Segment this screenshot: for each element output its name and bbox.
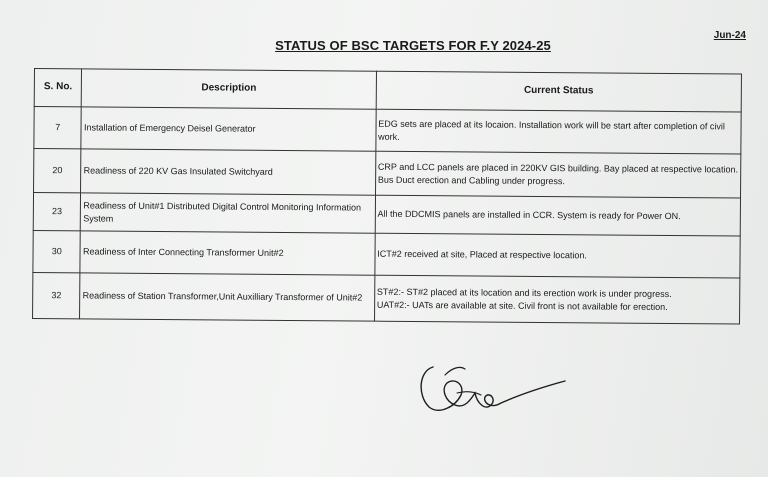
row-sno: 32 [33,272,81,318]
status-line-uat2: UAT#2:- UATs are available at site. Civil front is not available for erection. [376,299,668,312]
page-title: STATUS OF BSC TARGETS FOR F.Y 2024-25 [275,38,551,53]
column-header-description: Description [82,69,377,109]
row-sno: 20 [34,149,82,193]
row-sno: 30 [33,230,81,272]
report-date: Jun-24 [713,30,746,41]
handwritten-signature [415,355,575,425]
row-status: CRP and LCC panels are placed in 220KV GIS building. Bay placed at respective location. Bus Duct erection and Cabling under progress. [375,151,741,198]
column-header-status: Current Status [376,71,742,112]
table-row [33,193,740,237]
row-description: Readiness of Station Transformer,Unit Auxilliary Transformer of Unit#2 [80,273,375,321]
column-header-sno: S. No. [34,69,82,107]
row-status: ICT#2 received at site, Placed at respective location. [375,233,741,278]
table-row [33,272,740,324]
table-header-row [34,69,741,113]
table-row [34,149,741,199]
status-table [32,68,742,325]
table-row [33,230,740,278]
status-line-st2: ST#2:- ST#2 placed at its location and its erection work is under progress. [376,286,672,300]
row-description: Readiness of Unit#1 Distributed Digital Control Monitoring Information System [81,193,376,233]
row-status: All the DDCMIS panels are installed in CCR. System is ready for Power ON. [375,195,741,236]
row-description: Readiness of 220 KV Gas Insulated Switchyard [81,149,376,195]
row-status [374,275,740,324]
row-sno: 23 [33,193,81,231]
row-description: Installation of Emergency Deisel Generator [81,107,376,151]
row-description: Readiness of Inter Connecting Transformer Unit#2 [80,231,375,275]
table-row [34,107,741,155]
row-status: EDG sets are placed at its locaion. Installation work will be start after completion of civil work. [376,109,742,154]
row-sno: 7 [34,107,82,149]
